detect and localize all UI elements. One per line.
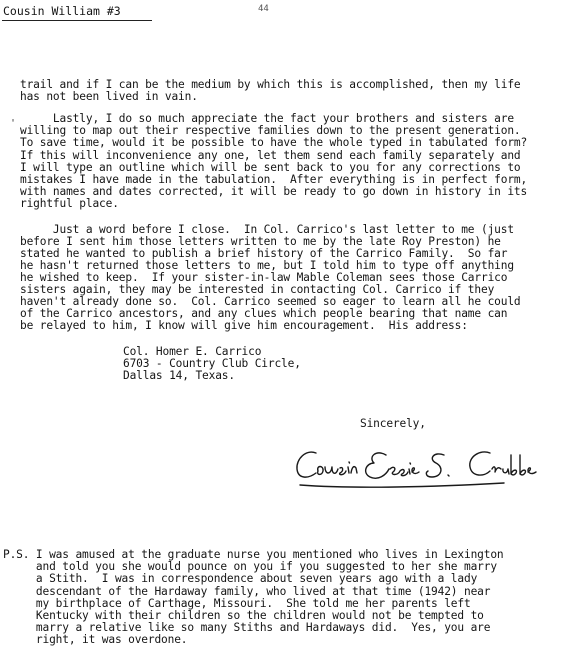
postscript-line: P.S. I was amused at the graduate nurse you mentioned who lives in Lexington: [3, 548, 504, 561]
text-line: haven't already done so. Col. Carrico seemed so eager to learn all he could: [20, 295, 521, 308]
text-line: Just a word before I close. In Col. Carrico's last letter to me (just: [20, 223, 514, 236]
text-line: mistakes I have made in the tabulation. After everything is in perfect form,: [20, 173, 528, 186]
handwritten-signature: [294, 445, 544, 493]
text-line: willing to map out their respective families down to the present generation.: [20, 124, 521, 137]
postscript-line: marry a relative like so many Stiths and Hardaways did. Yes, you are: [3, 621, 491, 634]
margin-mark: ': [10, 118, 17, 129]
text-line: trail and if I can be the medium by which this is accomplished, then my life: [20, 78, 521, 91]
text-line: I will type an outline which will be sent back to you for any corrections to: [20, 161, 521, 174]
text-line: with names and dates corrected, it will be ready to go down in history in its: [20, 185, 528, 198]
postscript-line: a Stith. I was in correspondence about seven years ago with a lady: [3, 572, 478, 585]
text-line: of the Carrico ancestors, and any clues which people bearing that name can: [20, 307, 508, 320]
page-header-title: Cousin William #3: [3, 4, 121, 18]
text-line: before I sent him those letters written to me by the late Roy Preston) he: [20, 235, 501, 248]
header-underline: [2, 20, 152, 21]
text-line: he wished to keep. If your sister-in-law Mable Coleman sees those Carrico: [20, 271, 508, 284]
address-line: 6703 - Country Club Circle,: [123, 357, 301, 370]
text-line: Lastly, I do so much appreciate the fact your brothers and sisters are: [20, 112, 514, 125]
postscript-line: Kentucky with their children so the children would not be tempted to: [3, 609, 484, 622]
address-line: Col. Homer E. Carrico: [123, 345, 262, 358]
closing: Sincerely,: [360, 417, 426, 430]
text-line: If this will inconvenience any one, let them send each family separately and: [20, 149, 521, 162]
postscript-line: my birthplace of Carthage, Missouri. She told me her parents left: [3, 597, 471, 610]
text-line: To save time, would it be possible to have the whole typed in tabulated form?: [20, 136, 528, 149]
text-line: he hasn't returned those letters to me, but I told him to type off anything: [20, 259, 514, 272]
postscript-line: descendant of the Hardaway family, who lived at that time (1942) near: [3, 585, 491, 598]
page-number: 44: [258, 4, 269, 14]
text-line: be relayed to him, I know will give him encouragement. His address:: [20, 319, 468, 332]
text-line: rightful place.: [20, 197, 119, 210]
text-line: has not been lived in vain.: [20, 90, 198, 103]
postscript-line: and told you she would pounce on you if you suggested to her she marry: [3, 560, 497, 573]
postscript-line: right, it was overdone.: [3, 633, 188, 646]
text-line: stated he wanted to publish a brief history of the Carrico Family. So far: [20, 247, 508, 260]
text-line: sisters again, they may be interested in contacting Col. Carrico if they: [20, 283, 495, 296]
address-line: Dallas 14, Texas.: [123, 369, 235, 382]
